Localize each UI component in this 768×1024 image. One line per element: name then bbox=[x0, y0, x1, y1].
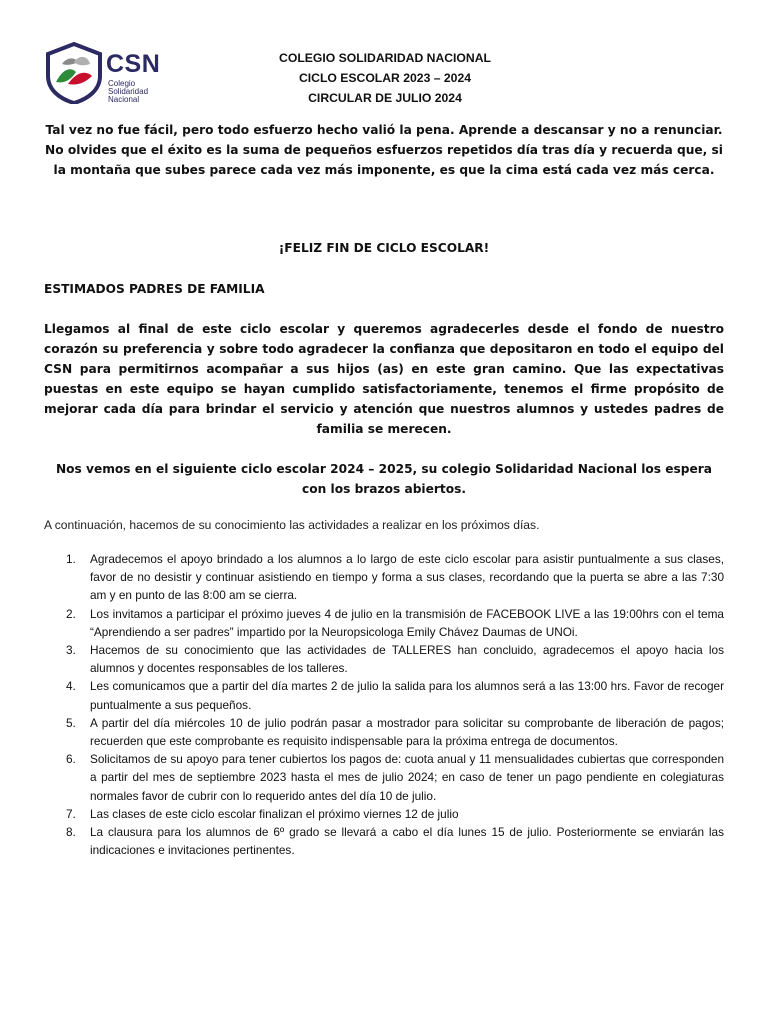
logo-line-1: Colegio bbox=[108, 79, 136, 88]
list-item-text: Las clases de este ciclo escolar finalizan el próximo viernes 12 de julio bbox=[90, 806, 459, 821]
list-item-text: La clausura para los alumnos de 6º grado se llevará a cabo el día lunes 15 de julio. Posteriormente se enviarán las indicaciones e invitaciones pertinentes. bbox=[90, 825, 724, 858]
shield-icon bbox=[44, 42, 104, 104]
school-cycle: CICLO ESCOLAR 2023 – 2024 bbox=[298, 71, 472, 85]
list-item bbox=[44, 641, 724, 677]
list-item bbox=[44, 750, 724, 805]
list-item-text: Agradecemos el apoyo brindado a los alumnos a lo largo de este ciclo escolar para asistir puntualmente a sus clases, favor de no desistir y continuar asistiendo en tiempo y forma a sus clases, recordando que la puerta se abre a las 7:30 am y en punto de las 8:00 am se cierra. bbox=[90, 552, 724, 603]
farewell-paragraph: Nos vemos en el siguiente ciclo escolar 2024 – 2025, su colegio Solidaridad Nacional los espera con los brazos abiertos. bbox=[55, 462, 713, 496]
list-item-number: 2. bbox=[66, 606, 76, 621]
list-item-number: 8. bbox=[66, 825, 76, 840]
list-item-number: 4. bbox=[66, 679, 76, 694]
list-item-number: 6. bbox=[66, 752, 76, 767]
school-logo bbox=[44, 42, 164, 104]
list-item-text: Les comunicamos que a partir del día martes 2 de julio la salida para los alumnos será a las 13:00 hrs. Favor de recoger puntualmente a sus pequeños. bbox=[90, 679, 724, 712]
list-item bbox=[44, 605, 724, 641]
list-item bbox=[44, 714, 724, 750]
list-item-text: Solicitamos de su apoyo para tener cubiertos los pagos de: cuota anual y 11 mensualidades cubiertas que corresponden a partir del mes de septiembre 2023 hasta el mes de julio 2024; en caso de tener un pago pendiente en colegiaturas normales favor de cubrir con lo requerido antes del día 10 de julio. bbox=[90, 752, 724, 803]
greeting: ESTIMADOS PADRES DE FAMILIA bbox=[44, 282, 265, 296]
list-item bbox=[44, 550, 724, 605]
list-item-text: A partir del día miércoles 10 de julio podrán pasar a mostrador para solicitar su comprobante de liberación de pagos; recuerden que este comprobante es requisito indispensable para la próxima entrega de documentos. bbox=[90, 715, 724, 749]
logo-line-3: Nacional bbox=[108, 95, 140, 104]
quote-part-1: Tal vez no fue fácil, pero todo esfuerzo hecho valió la pena. Aprende a descansar y no a renunciar. bbox=[45, 123, 723, 137]
celebration-heading: ¡FELIZ FIN DE CICLO ESCOLAR! bbox=[278, 241, 490, 255]
logo-line-2: Solidaridad bbox=[108, 87, 149, 96]
gratitude-paragraph: Llegamos al final de este ciclo escolar y queremos agradecerles desde el fondo de nuestro corazón su preferencia y sobre todo agradecer la confianza que depositaron en todo el equipo del CSN para permitirnos acompañar a sus hijos (as) en este gran camino. Que las expectativas puestas en este equipo se hayan cumplido satisfactoriamente, tenemos el firme propósito de mejorar cada día para brindar el servicio y atención que nuestros alumnos y ustedes padres de familia se merecen. bbox=[44, 322, 724, 436]
list-item-number: 7. bbox=[66, 806, 76, 821]
activities-list bbox=[44, 550, 724, 859]
motivational-quote bbox=[44, 120, 724, 180]
list-item-number: 1. bbox=[66, 552, 76, 566]
quote-part-2: No olvides que el éxito es la suma de pequeños esfuerzos repetidos día tras día y recuerda que, si la montaña que subes parece cada vez más imponente, es que la cima está cada vez más cerca. bbox=[45, 143, 723, 177]
logo-school-name bbox=[108, 80, 168, 104]
list-item-text: Los invitamos a participar el próximo jueves 4 de julio en la transmisión de FACEBOOK LIVE a las 19:00hrs con el tema “Aprendiendo a ser padres” impartido por la Neuropsicologa Emily Chávez Daumas de UNOi. bbox=[90, 606, 724, 639]
logo-acronym: CSN bbox=[106, 50, 161, 78]
list-item bbox=[44, 805, 724, 823]
activities-intro: A continuación, hacemos de su conocimiento las actividades a realizar en los próximos días. bbox=[44, 518, 540, 532]
school-title: COLEGIO SOLIDARIDAD NACIONAL bbox=[279, 51, 491, 65]
list-item bbox=[44, 823, 724, 859]
circular-title: CIRCULAR DE JULIO 2024 bbox=[308, 91, 462, 105]
list-item-number: 5. bbox=[66, 715, 76, 730]
document-header bbox=[230, 48, 540, 108]
list-item-text: Hacemos de su conocimiento que las actividades de TALLERES han concluido, agradecemos el apoyo hacia los alumnos y docentes responsables de los talleres. bbox=[90, 643, 724, 676]
list-item bbox=[44, 677, 724, 713]
list-item-number: 3. bbox=[66, 643, 76, 658]
